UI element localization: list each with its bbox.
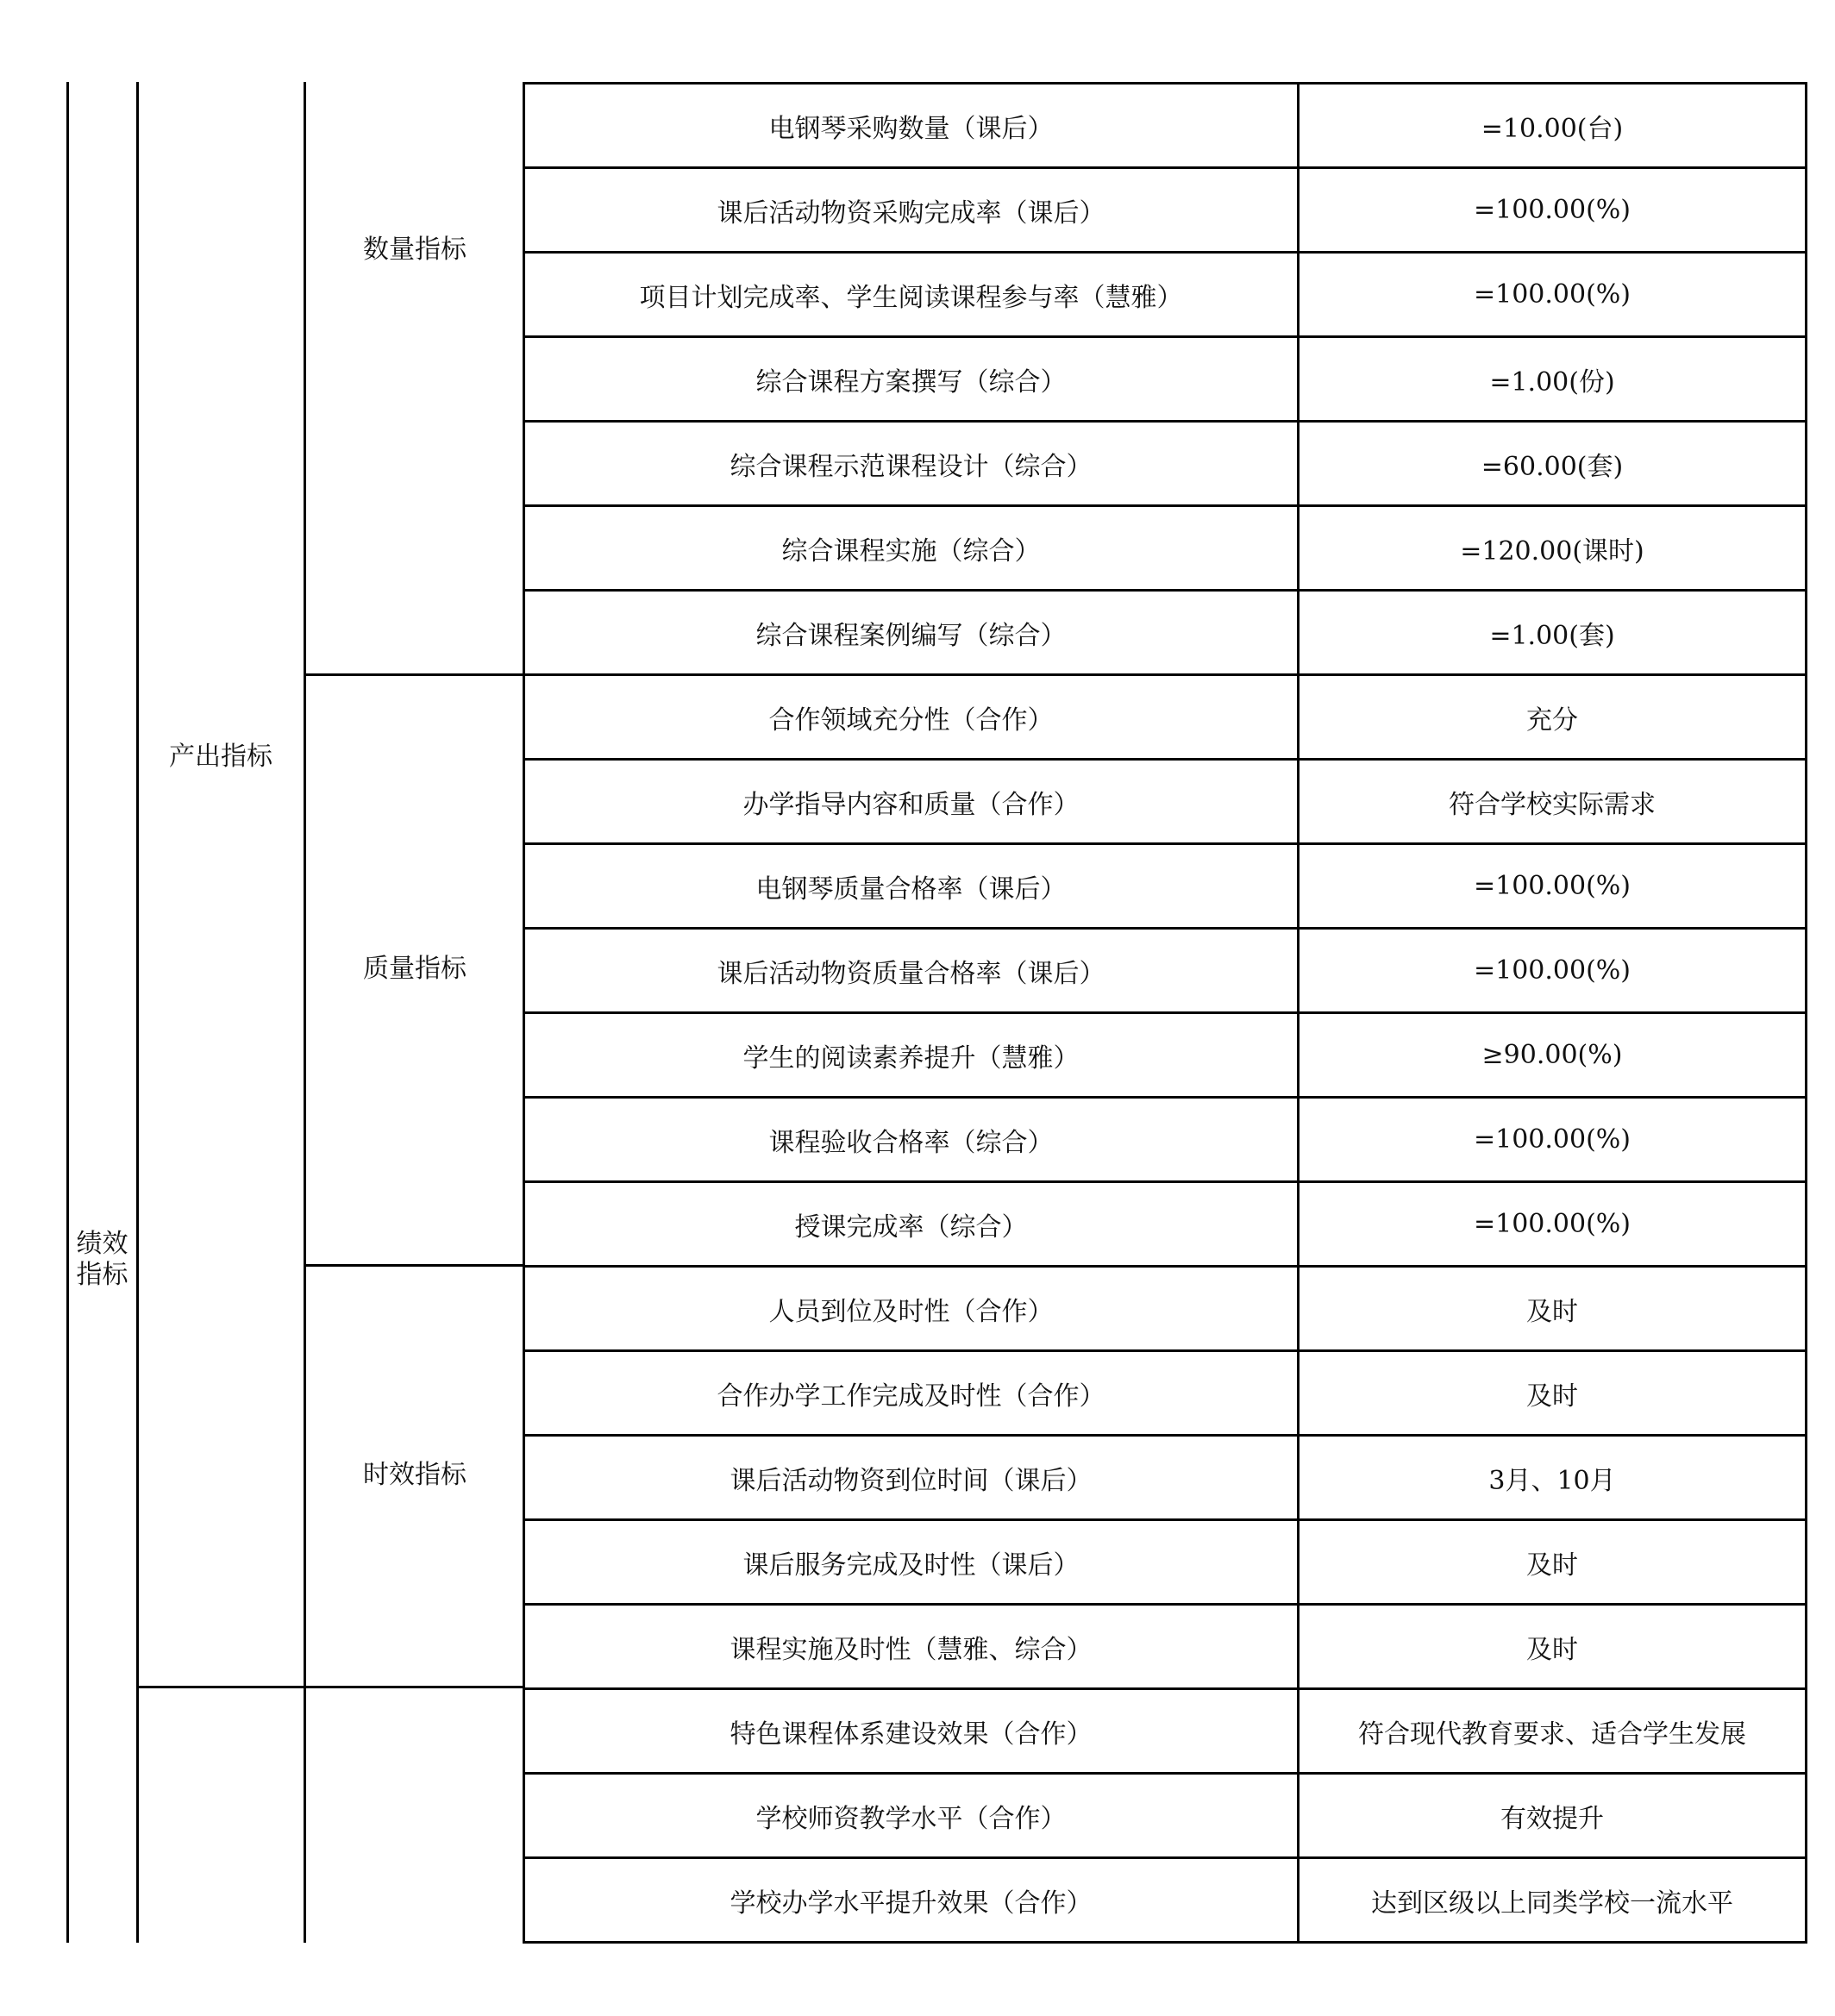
indicator-value-cell: 符合学校实际需求 [1449,789,1656,820]
indicator-value-cell: 及时 [1526,1634,1578,1665]
indicator-value-cell: =100.00(%) [1473,195,1631,225]
indicator-value-cell: 及时 [1526,1381,1578,1412]
indicator-value-cell: 及时 [1526,1550,1578,1581]
indicator-value-cell: =1.00(份) [1489,366,1615,398]
indicator-value-cell: =100.00(%) [1473,1209,1631,1239]
indicator-value-cell: =100.00(%) [1473,1124,1631,1155]
indicator-value-cell: =1.00(套) [1489,620,1615,651]
indicator-name-cell: 项目计划完成率、学生阅读课程参与率（慧雅） [639,282,1183,313]
indicator-value-cell: 充分 [1526,704,1578,736]
level1-label-line2: 指标 [76,1260,128,1290]
indicator-name-cell: 综合课程示范课程设计（综合） [730,451,1093,482]
indicator-value-cell: 3月、10月 [1488,1465,1616,1496]
indicator-name-cell: 合作办学工作完成及时性（合作） [717,1381,1105,1412]
indicator-name-cell: 办学指导内容和质量（合作） [742,789,1080,820]
indicator-value-cell: ≥90.00(%) [1481,1040,1623,1070]
indicator-value-cell: 达到区级以上同类学校一流水平 [1371,1888,1733,1919]
row-divider [523,1941,1807,1944]
indicator-name-cell: 学校办学水平提升效果（合作） [730,1888,1093,1919]
indicator-name-cell: 综合课程实施（综合） [781,535,1041,567]
level3-label-quality: 质量指标 [363,954,467,984]
indicator-value-cell: 有效提升 [1500,1803,1604,1834]
level2-label-output: 产出指标 [169,742,272,772]
indicator-name-cell: 电钢琴质量合格率（课后） [755,873,1067,905]
level3-label-timeliness: 时效指标 [363,1460,467,1490]
level3-divider-quality-timeliness [304,1264,524,1267]
indicator-name-cell: 综合课程方案撰写（综合） [755,366,1067,398]
indicator-name-cell: 人员到位及时性（合作） [768,1296,1054,1327]
indicator-name-cell: 授课完成率（综合） [794,1211,1028,1243]
indicator-name-cell: 综合课程案例编写（综合） [755,620,1067,651]
indicator-name-cell: 课程实施及时性（慧雅、综合） [730,1634,1093,1665]
indicator-value-cell: =100.00(%) [1473,955,1631,986]
level3-divider-quantity-quality [304,673,524,676]
indicator-name-cell: 课后服务完成及时性（课后） [742,1550,1080,1581]
indicator-name-cell: 课后活动物资到位时间（课后） [730,1465,1093,1496]
indicator-value-cell: 符合现代教育要求、适合学生发展 [1358,1719,1746,1750]
indicator-name-cell: 合作领域充分性（合作） [768,704,1054,736]
level3-label-quantity: 数量指标 [363,235,467,265]
level2-divider-output-effect [136,1686,524,1688]
indicator-value-cell: =120.00(课时) [1460,535,1644,567]
indicator-name-cell: 课后活动物资质量合格率（课后） [717,958,1105,989]
column-divider-level2 [304,82,306,1943]
indicator-name-cell: 课后活动物资采购完成率（课后） [717,197,1105,229]
indicator-name-cell: 学校师资教学水平（合作） [755,1803,1067,1834]
level1-label-line1: 绩效 [76,1229,128,1259]
indicator-value-cell: =100.00(%) [1473,279,1631,310]
table-border-left [66,82,69,1943]
indicator-name-cell: 课程验收合格率（综合） [768,1127,1054,1158]
column-divider-level1 [136,82,139,1943]
indicator-value-cell: 及时 [1526,1296,1578,1327]
level1-label [68,1229,136,1291]
indicator-name-cell: 学生的阅读素养提升（慧雅） [742,1042,1080,1074]
indicator-value-cell: =60.00(套) [1481,451,1624,482]
indicator-name-cell: 特色课程体系建设效果（合作） [730,1719,1093,1750]
indicator-value-cell: =10.00(台) [1481,113,1624,144]
indicator-value-cell: =100.00(%) [1473,871,1631,901]
indicator-name-cell: 电钢琴采购数量（课后） [768,113,1054,144]
